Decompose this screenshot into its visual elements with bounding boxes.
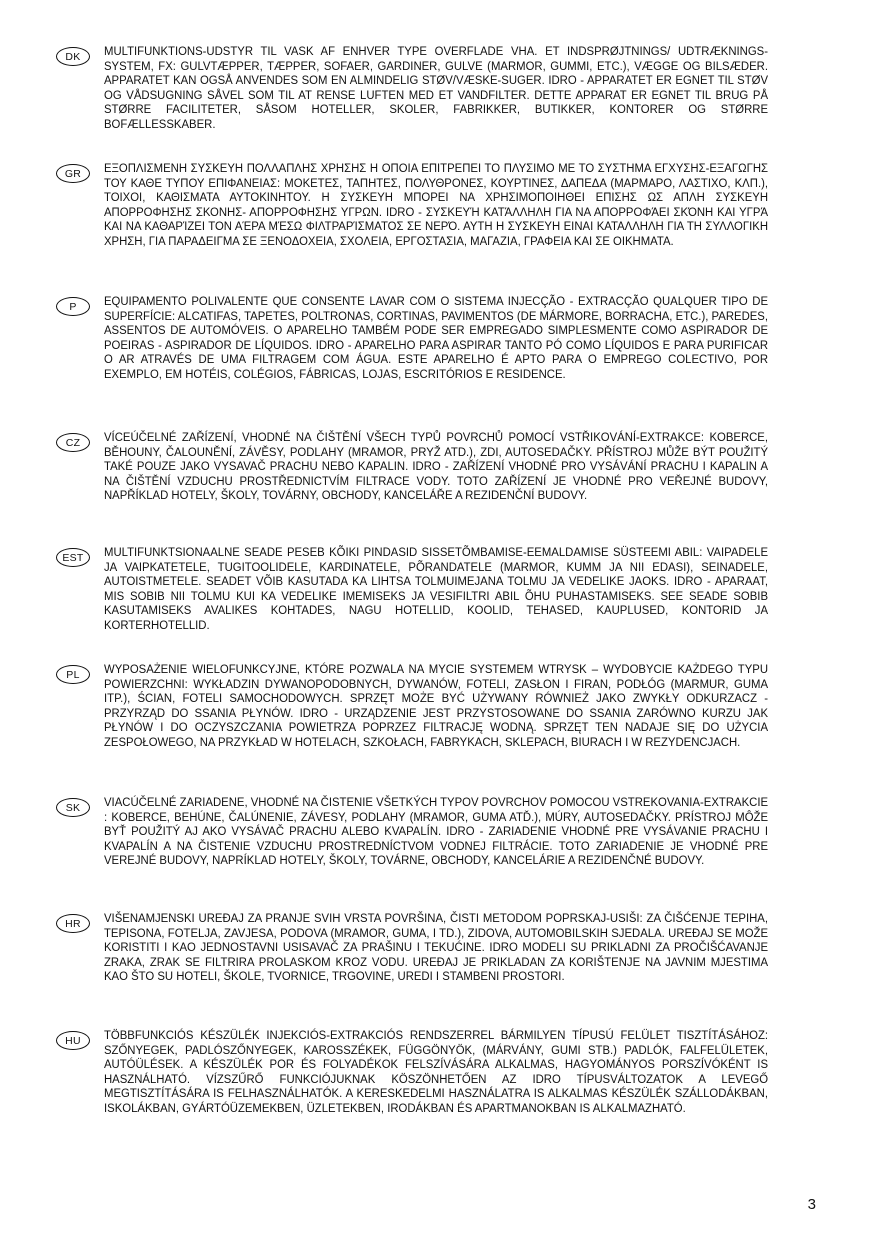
section-text-sk: VIACÚČELNÉ ZARIADENE, VHODNÉ NA ČISTENIE VŠETKÝCH TYPOV POVRCHOV POMOCOU VSTREKOVANIA-EXTRAKCIE : KOBERCE, BEHÚNE, ČALÚNENIE, ZÁVESY, PODLAHY (MRAMOR, GUMA ATĎ.), MÚRY, AUTOSEDAČKY. PRÍSTROJ MÔŽE BYŤ POUŽITÝ AJ AKO VYSÁVAČ PRACHU ALEBO KVAPALÍN. IDRO - ZARIADENIE VHODNÉ PRE VYSÁVANIE PRACHU I KVAPALÍN A NA ČISTENIE VZDUCHU PROSTREDNÍCTVOM VODNEJ FILTRÁCIE. TOTO ZARIADENIE JE VHODNÉ PRE VEREJNÉ BUDOVY, NAPRÍKLAD HOTELY, ŠKOLY, TOVÁRNE, OBCHODY, KANCELÁRIE A REZIDENČNÉ BUDOVY. <box>104 795 769 868</box>
page-number: 3 <box>807 1196 816 1213</box>
language-badge-cz: CZ <box>56 433 90 452</box>
section-text-cz: VÍCEÚČELNÉ ZAŘÍZENÍ, VHODNÉ NA ČIŠTĚNÍ VŠECH TYPŮ POVRCHŮ POMOCÍ VSTŘIKOVÁNÍ-EXTRAKCE: KOBERCE, BĚHOUNY, ČALOUNĚNÍ, ZÁVĚSY, PODLAHY (MRAMOR, PRYŽ ATD.), ZDI, AUTOSEDAČKY. PŘÍSTROJ MŮŽE BÝT POUŽITÝ TAKÉ POUZE JAKO VYSAVAČ PRACHU NEBO KAPALIN. IDRO - ZAŘÍZENÍ VHODNÉ PRO VYSÁVÁNÍ PRACHU I KAPALIN A NA ČIŠTĚNÍ VZDUCHU PROSTŘEDNICTVÍM FILTRACE VODY. TOTO ZAŘÍZENÍ JE VHODNÉ PRO VEŘEJNÉ BUDOVY, NAPŘÍKLAD HOTELY, ŠKOLY, TOVÁRNY, OBCHODY, KANCELÁŘE A REZIDENČNÍ BUDOVY. <box>104 430 769 503</box>
section-cz <box>56 430 818 503</box>
section-text-gr: ΕΞΟΠΛΙΣΜΕΝΗ ΣΥΣΚΕΥΗ ΠΟΛΛΑΠΛΗΣ ΧΡΗΣΗΣ Η ΟΠΟΙΑ ΕΠΙΤΡΕΠΕΙ ΤΟ ΠΛΥΣΙΜΟ ΜΕ ΤΟ ΣΥΣΤΗΜΑ ΕΓΧΥΣΗΣ-ΕΞΑΓΩΓΗΣ ΤΟΥ ΚΑΘΕ ΤΥΠΟΥ ΕΠΙΦΑΝΕΙΑΣ: ΜΟΚΕΤΕΣ, ΤΑΠΗΤΕΣ, ΠΟΛΥΘΡΟΝΕΣ, ΚΟΥΡΤΙΝΕΣ, ΔΑΠΕΔΑ (ΜΑΡΜΑΡΟ, ΛΑΣΤΙΧΟ, ΚΛΠ.), ΤΟΙΧΟΙ, ΚΑΘΙΣΜΑΤΑ ΑΥΤΟΚΙΝΗΤΟΥ. Η ΣΥΣΚΕΥΗ ΜΠΟΡΕΙ ΝΑ ΧΡΗΣΙΜΟΠΟΙΗΘΕΙ ΕΠΙΣΗΣ ΩΣ ΑΠΛΗ ΣΥΣΚΕΥΗ ΑΠΟΡΡΟΦΗΣΗΣ ΣΚΟΝΗΣ- ΑΠΟΡΡΟΦΗΣΗΣ ΥΓΡΩΝ. IDRO - ΣΥΣΚΕΥΉ ΚΑΤΆΛΛΗΛΗ ΓΙΑ ΝΑ ΑΠΟΡΡΟΦΆΕΙ ΣΚΌΝΗ ΚΑΙ ΥΓΡΆ ΚΑΙ ΝΑ ΚΑΘΑΡΊΖΕΙ ΤΟΝ ΑΈΡΑ ΜΈΣΩ ΦΙΛΤΡΑΡΊΣΜΑΤΟΣ ΣΕ ΝΕΡΌ. ΑΥΤΗ Η ΣΥΣΚΕΥΗ ΕΙΝΑΙ ΚΑΤΑΛΛΗΛΗ ΓΙΑ ΤΗ ΣΥΛΛΟΓΙΚΗ ΧΡΗΣΗ, ΓΙΑ ΠΑΡΑΔΕΙΓΜΑ ΣΕ ΞΕΝΟΔΟΧΕΙΑ, ΣΧΟΛΕΙΑ, ΕΡΓΟΣΤΑΣΙΑ, ΜΑΓΑΖΙΑ, ΓΡΑΦΕΙΑ ΚΑΙ ΣΕ ΟΙΚΗΜΑΤΑ. <box>104 161 769 248</box>
language-badge-pl: PL <box>56 665 90 684</box>
language-badge-est: EST <box>56 548 90 567</box>
section-hr <box>56 911 818 984</box>
language-badge-p: P <box>56 297 90 316</box>
section-sk <box>56 795 818 868</box>
language-badge-hu: HU <box>56 1031 90 1050</box>
section-p <box>56 294 818 382</box>
language-badge-dk: DK <box>56 47 90 66</box>
section-text-hr: VIŠENAMJENSKI UREĐAJ ZA PRANJE SVIH VRSTA POVRŠINA, ČISTI METODOM POPRSKAJ-USIŠI: ZA ČIŠĆENJE TEPIHA, TEPISONA, FOTELJA, ZAVJESA, PODOVA (MRAMOR, GUMA, I TD.), ZIDOVA, AUTOMOBILSKIH SJEDALA. UREĐAJ SE MOŽE KORISTITI I KAO JEDNOSTAVNI USISAVAČ ZA PRAŠINU I TEKUĆINE. IDRO MODELI SU PRIKLADNI ZA PROČIŠĆAVANJE ZRAKA, ZRAK SE FILTRIRA PROLASKOM KROZ VODU. UREĐAJ JE PRIKLADAN ZA KORIŠTENJE NA JAVNIM MJESTIMA KAO ŠTO SU HOTELI, ŠKOLE, TVORNICE, TRGOVINE, UREDI I STAMBENI PROSTORI. <box>104 911 769 984</box>
section-text-dk: MULTIFUNKTIONS-UDSTYR TIL VASK AF ENHVER TYPE OVERFLADE VHA. ET INDSPRØJTNINGS/ UDTRÆKNINGS-SYSTEM, FX: GULVTÆPPER, TÆPPER, SOFAER, GARDINER, GULVE (MARMOR, GUMMI, ETC.), VÆGGE OG BILSÆDER. APPARATET KAN OGSÅ ANVENDES SOM EN ALMINDELIG STØV/VÆSKE-SUGER. IDRO - APPARATET ER EGNET TIL STØV OG VÅDSUGNING SÅVEL SOM TIL AT RENSE LUFTEN MED ET VANDFILTER. DETTE APPARAT ER EGNET TIL BRUG PÅ STØRRE FACILITETER, SÅSOM HOTELLER, SKOLER, FABRIKKER, BUTIKKER, KONTORER OG STØRRE BOFÆLLESSKABER. <box>104 44 769 131</box>
language-badge-gr: GR <box>56 164 90 183</box>
section-text-pl: WYPOSAŻENIE WIELOFUNKCYJNE, KTÓRE POZWALA NA MYCIE SYSTEMEM WTRYSK – WYDOBYCIE KAŻDEGO TYPU POWIERZCHNI: WYKŁADZIN DYWANOPODOBNYCH, DYWANÓW, FOTELI, ZASŁON I FIRAN, PODŁÓG (MARMUR, GUMA ITP.), ŚCIAN, FOTELI SAMOCHODOWYCH. SPRZĘT MOŻE BYĆ UŻYWANY RÓWNIEŻ JAKO ZWYKŁY ODKURZACZ - PRZYRZĄD DO SSANIA PŁYNÓW. IDRO - URZĄDZENIE JEST PRZYSTOSOWANE DO SSANIA ZARÓWNO KURZU JAK PŁYNÓW I DO OCZYSZCZANIA POWIETRZA POPRZEZ FILTRACJĘ WODNĄ. SPRZĘT TEN NADAJE SIĘ DO UŻYCIA ZESPOŁOWEGO, NA PRZYKŁAD W HOTELACH, SZKOŁACH, FABRYKACH, SKLEPACH, BIURACH I W REZYDENCJACH. <box>104 662 769 749</box>
section-pl <box>56 662 818 750</box>
language-badge-hr: HR <box>56 914 90 933</box>
section-text-p: EQUIPAMENTO POLIVALENTE QUE CONSENTE LAVAR COM O SISTEMA INJECÇÃO - EXTRACÇÃO QUALQUER TIPO DE SUPERFÍCIE: ALCATIFAS, TAPETES, POLTRONAS, CORTINAS, PAVIMENTOS (DE MÁRMORE, BORRACHA, ETC.), PAREDES, ASSENTOS DE AUTOMÓVEIS. O APARELHO TAMBÉM PODE SER EMPREGADO SIMPLESMENTE COMO ASPIRADOR DE POEIRAS - ASPIRADOR DE LÍQUIDOS. IDRO - APARELHO PARA ASPIRAR TANTO PÓ COMO LÍQUIDOS E PARA PURIFICAR O AR ATRAVÉS DE UMA FILTRAGEM COM ÁGUA. ESTE APARELHO É APTO PARA O EMPREGO COLECTIVO, POR EXEMPLO, EM HOTÉIS, COLÉGIOS, FÁBRICAS, LOJAS, ESCRITÓRIOS E RESIDENCE. <box>104 294 769 381</box>
section-hu <box>56 1028 818 1116</box>
section-text-hu: TÖBBFUNKCIÓS KÉSZÜLÉK INJEKCIÓS-EXTRAKCIÓS RENDSZERREL BÁRMILYEN TÍPUSÚ FELÜLET TISZTÍTÁSÁHOZ: SZŐNYEGEK, PADLÓSZŐNYEGEK, KAROSSZÉKEK, FÜGGÖNYÖK, (MÁRVÁNY, GUMI STB.) PADLÓK, FALFELÜLETEK, AUTÓÜLÉSEK. A KÉSZÜLÉK POR ÉS FOLYADÉKOK FELSZÍVÁSÁRA ALKALMAS, HAGYOMÁNYOS PORSZÍVÓKÉNT IS HASZNÁLHATÓ. VÍZSZŰRŐ FUNKCIÓJUKNAK KÖSZÖNHETŐEN AZ IDRO TÍPUSVÁLTOZATOK A LEVEGŐ MEGTISZTÍTÁSÁRA IS FELHASZNÁLHATÓK. A KERESKEDELMI HASZNÁLATRA IS ALKALMAS KÉSZÜLÉK SZÁLLODÁKBAN, ISKOLÁKBAN, GYÁRTÓÜZEMEKBEN, ÜZLETEKBEN, IRODÁKBAN ÉS APARTMANOKBAN IS ALKALMAZHATÓ. <box>104 1028 769 1115</box>
section-est <box>56 545 818 633</box>
section-text-est: MULTIFUNKTSIONAALNE SEADE PESEB KÕIKI PINDASID SISSETÕMBAMISE-EEMALDAMISE SÜSTEEMI ABIL: VAIPADELE JA VAIPKATETELE, TUGITOOLIDELE, KARDINATELE, PÕRANDATELE (MARMOR, KUMM JA NII EDASI), SEINADELE, AUTOISTMETELE. SEADET VÕIB KASUTADA KA LIHTSA TOLMUIMEJANA TOLMU JA VEDELIKE JAOKS. IDRO - APARAAT, MIS SOBIB NII TOLMU KUI KA VEDELIKE IMEMISEKS JA VESIFILTRI ABIL ÕHU PUHASTAMISEKS. SEE SEADE SOBIB KASUTAMISEKS AVALIKES KOHTADES, NAGU HOTELLID, KOOLID, TEHASED, KAUPLUSED, KONTORID JA KORTERHOTELLID. <box>104 545 769 632</box>
section-gr <box>56 161 818 249</box>
language-badge-sk: SK <box>56 798 90 817</box>
section-dk <box>56 44 818 132</box>
